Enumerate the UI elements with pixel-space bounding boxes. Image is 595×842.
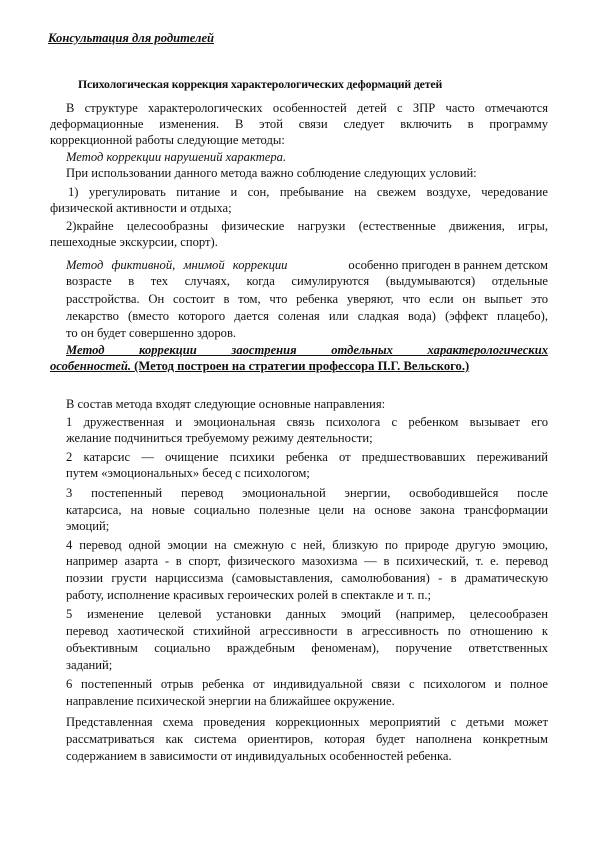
method-heading: Метод коррекции нарушений характера.: [66, 150, 287, 164]
method-heading: Метод коррекции заострения отдельных характерологических: [66, 343, 548, 357]
text-line: эмоций;: [66, 519, 110, 533]
list-item: 6 постепенный отрыв ребенка от индивидуальной связи с психологом и полное: [66, 677, 548, 691]
text-line: пешеходные экскурсии, спорт).: [50, 235, 218, 249]
list-item: 2 катарсис — очищение психики ребенка от предшествовавших переживаний: [66, 450, 548, 464]
text-line: поэзии грусти нарциссизма (самовыставления, самолюбования) - в драматическую: [66, 571, 548, 585]
consultation-header: Консультация для родителей: [48, 31, 215, 45]
text-segment: особенно пригоден в раннем детском: [348, 258, 548, 272]
text-segment: (Метод построен на стратегии профессора П.Г. Вельского.): [134, 359, 470, 373]
method-heading: [50, 358, 469, 374]
text-line: возрасте в тех случаях, когда симулируются (выдумываются) отдельные: [66, 274, 548, 288]
list-item: 1) урегулировать питание и сон, пребывание на свежем воздухе, чередование: [68, 185, 548, 199]
text-line: физической активности и отдыха;: [50, 201, 232, 215]
text-segment: особенностей.: [50, 359, 131, 373]
text-line: работу, исполнение красивых героических ролей в спектакле и т. п.;: [66, 588, 432, 602]
text-line: перевод хаотической стихийной агрессивности в агрессивность по отношению к: [66, 624, 548, 638]
text-line: При использовании данного метода важно соблюдение следующих условий:: [66, 166, 477, 180]
text-line: деформационные изменения. В этой связи следует включить в программу: [50, 117, 548, 131]
text-line: Представленная схема проведения коррекционных мероприятий с детьми может: [66, 715, 548, 729]
list-item: 5 изменение целевой установки данных эмоций (например, целесообразен: [66, 607, 548, 621]
text-line: объективным социально враждебным феноменам), поручение ответственных: [66, 641, 548, 655]
list-item: 4 перевод одной эмоции на смежную с ней, близкую по природе другую эмоцию,: [66, 538, 548, 552]
text-line: направление психической энергии на ближайшее окружение.: [66, 694, 395, 708]
text-line: катарсиса, на новые социально полезные цели на основе закона трансформации: [66, 503, 548, 517]
text-line: например азарта - в спорт, физического мазохизма — в психический, т. е. перевод: [66, 554, 548, 568]
list-item: 2)крайне целесообразны физические нагрузки (естественные движения, игры,: [66, 219, 548, 233]
text-line: коррекционной работы следующие методы:: [50, 133, 285, 147]
text-line: лекарство (вместо которого дается соленая или сладкая вода) (эффект плацебо),: [66, 309, 548, 323]
text-line: В состав метода входят следующие основные направления:: [66, 397, 386, 411]
list-item: 3 постепенный перевод эмоциональной энергии, освободившейся после: [66, 486, 548, 500]
text-line: рассматриваться как система ориентиров, которая будет наполнена конкретным: [66, 732, 548, 746]
method-heading: Метод фиктивной, мнимой коррекции: [66, 258, 288, 272]
list-item: 1 дружественная и эмоциональная связь психолога с ребенком вызывает его: [66, 415, 548, 429]
text-line: заданий;: [66, 658, 113, 672]
text-line: [66, 257, 548, 273]
text-line: В структуре характерологических особенностей детей с ЗПР часто отмечаются: [66, 101, 548, 115]
document-title: Психологическая коррекция характерологических деформаций детей: [78, 77, 443, 91]
text-line: расстройства. Он состоит в том, что ребенка уверяют, что если он выпьет это: [66, 292, 548, 306]
text-line: содержанием в зависимости от индивидуальных особенностей ребенка.: [66, 749, 452, 763]
text-line: желание подчиниться требуемому режиму деятельности;: [66, 431, 373, 445]
text-line: путем «эмоциональных» бесед с психологом;: [66, 466, 310, 480]
text-line: то он будет совершенно здоров.: [66, 326, 237, 340]
